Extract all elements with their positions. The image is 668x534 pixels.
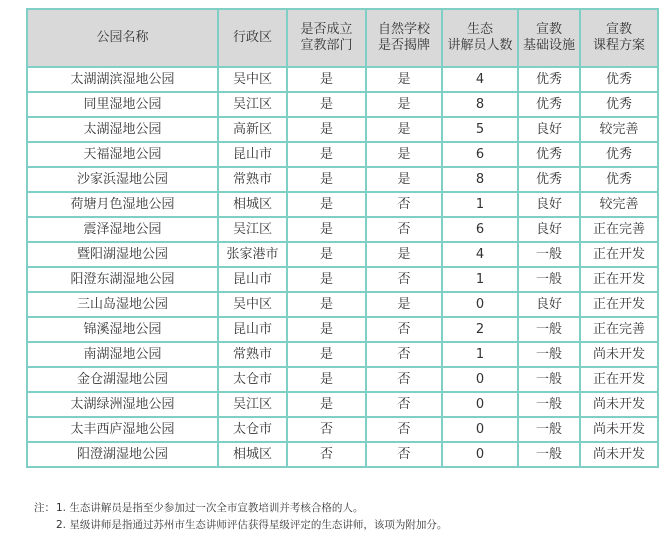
cell-curriculum: 正在开发 <box>580 367 658 392</box>
cell-facilities: 一般 <box>518 417 580 442</box>
cell-education-dept: 是 <box>287 342 366 367</box>
cell-district: 高新区 <box>218 117 287 142</box>
cell-district: 太仓市 <box>218 417 287 442</box>
cell-guide-count: 1 <box>442 192 518 217</box>
table-row <box>27 367 658 392</box>
table-row <box>27 142 658 167</box>
cell-nature-school: 是 <box>366 167 442 192</box>
cell-nature-school: 否 <box>366 317 442 342</box>
cell-nature-school: 否 <box>366 342 442 367</box>
cell-facilities: 优秀 <box>518 142 580 167</box>
cell-education-dept: 否 <box>287 417 366 442</box>
cell-guide-count: 6 <box>442 217 518 242</box>
cell-park-name: 金仓湖湿地公园 <box>27 367 218 392</box>
cell-guide-count: 0 <box>442 442 518 467</box>
cell-curriculum: 优秀 <box>580 67 658 92</box>
cell-education-dept: 是 <box>287 167 366 192</box>
cell-guide-count: 8 <box>442 167 518 192</box>
cell-park-name: 阳澄东湖湿地公园 <box>27 267 218 292</box>
cell-park-name: 同里湿地公园 <box>27 92 218 117</box>
footnote-1 <box>34 500 447 517</box>
column-header-line: 行政区 <box>232 30 272 45</box>
cell-nature-school: 否 <box>366 367 442 392</box>
table-body <box>27 67 658 467</box>
cell-curriculum: 尚未开发 <box>580 392 658 417</box>
cell-park-name: 太湖湿地公园 <box>27 117 218 142</box>
table-row <box>27 192 658 217</box>
cell-curriculum: 正在完善 <box>580 317 658 342</box>
cell-guide-count: 0 <box>442 367 518 392</box>
cell-curriculum: 较完善 <box>580 192 658 217</box>
column-header-line: 基础设施 <box>522 38 575 53</box>
cell-guide-count: 0 <box>442 392 518 417</box>
cell-nature-school: 是 <box>366 117 442 142</box>
cell-park-name: 太湖绿洲湿地公园 <box>27 392 218 417</box>
column-header-line: 公园名称 <box>96 30 149 45</box>
cell-facilities: 良好 <box>518 192 580 217</box>
cell-facilities: 一般 <box>518 442 580 467</box>
cell-nature-school: 是 <box>366 67 442 92</box>
cell-nature-school: 是 <box>366 242 442 267</box>
cell-facilities: 良好 <box>518 292 580 317</box>
cell-guide-count: 2 <box>442 317 518 342</box>
cell-curriculum: 尚未开发 <box>580 417 658 442</box>
cell-nature-school: 否 <box>366 417 442 442</box>
footnote-text: 1. 生态讲解员是指至少参加过一次全市宣教培训并考核合格的人。 <box>56 502 364 514</box>
cell-park-name: 天福湿地公园 <box>27 142 218 167</box>
cell-guide-count: 4 <box>442 67 518 92</box>
cell-education-dept: 是 <box>287 242 366 267</box>
cell-facilities: 优秀 <box>518 67 580 92</box>
cell-park-name: 太湖湖滨湿地公园 <box>27 67 218 92</box>
cell-facilities: 一般 <box>518 242 580 267</box>
cell-facilities: 良好 <box>518 117 580 142</box>
cell-park-name: 阳澄湖湿地公园 <box>27 442 218 467</box>
cell-park-name: 三山岛湿地公园 <box>27 292 218 317</box>
table-row <box>27 67 658 92</box>
cell-guide-count: 0 <box>442 417 518 442</box>
cell-guide-count: 0 <box>442 292 518 317</box>
footnote-prefix: 注： <box>34 502 55 514</box>
cell-nature-school: 否 <box>366 217 442 242</box>
cell-facilities: 一般 <box>518 367 580 392</box>
cell-facilities: 优秀 <box>518 92 580 117</box>
table-row <box>27 342 658 367</box>
cell-curriculum: 正在开发 <box>580 242 658 267</box>
cell-facilities: 一般 <box>518 342 580 367</box>
cell-district: 昆山市 <box>218 267 287 292</box>
cell-curriculum: 尚未开发 <box>580 442 658 467</box>
cell-park-name: 震泽湿地公园 <box>27 217 218 242</box>
cell-nature-school: 是 <box>366 92 442 117</box>
cell-district: 昆山市 <box>218 317 287 342</box>
cell-education-dept: 是 <box>287 92 366 117</box>
column-header-district <box>218 9 287 67</box>
column-header-line: 生态 <box>466 22 493 37</box>
table-header-row <box>27 9 658 67</box>
cell-curriculum: 优秀 <box>580 142 658 167</box>
cell-district: 相城区 <box>218 442 287 467</box>
table-row <box>27 392 658 417</box>
cell-education-dept: 是 <box>287 117 366 142</box>
cell-education-dept: 是 <box>287 317 366 342</box>
cell-guide-count: 6 <box>442 142 518 167</box>
cell-nature-school: 是 <box>366 142 442 167</box>
table-row <box>27 242 658 267</box>
column-header-facilities <box>518 9 580 67</box>
cell-district: 太仓市 <box>218 367 287 392</box>
cell-district: 张家港市 <box>218 242 287 267</box>
table-row <box>27 442 658 467</box>
cell-education-dept: 是 <box>287 217 366 242</box>
cell-guide-count: 5 <box>442 117 518 142</box>
table-row <box>27 292 658 317</box>
cell-facilities: 良好 <box>518 217 580 242</box>
cell-district: 吴江区 <box>218 392 287 417</box>
cell-district: 吴中区 <box>218 67 287 92</box>
column-header-line: 是否成立 <box>300 22 353 37</box>
cell-guide-count: 1 <box>442 342 518 367</box>
cell-district: 吴江区 <box>218 92 287 117</box>
cell-education-dept: 否 <box>287 442 366 467</box>
column-header-line: 是否揭牌 <box>377 38 430 53</box>
column-header-line: 宣教 <box>605 22 632 37</box>
cell-park-name: 暨阳湖湿地公园 <box>27 242 218 267</box>
cell-nature-school: 否 <box>366 192 442 217</box>
cell-facilities: 一般 <box>518 392 580 417</box>
table-row <box>27 317 658 342</box>
cell-park-name: 南湖湿地公园 <box>27 342 218 367</box>
cell-district: 相城区 <box>218 192 287 217</box>
cell-guide-count: 1 <box>442 267 518 292</box>
cell-nature-school: 是 <box>366 292 442 317</box>
cell-nature-school: 否 <box>366 267 442 292</box>
column-header-curriculum <box>580 9 658 67</box>
cell-education-dept: 是 <box>287 142 366 167</box>
column-header-guide-count <box>442 9 518 67</box>
cell-facilities: 一般 <box>518 267 580 292</box>
cell-education-dept: 是 <box>287 367 366 392</box>
footnote-2 <box>34 517 447 534</box>
column-header-line: 讲解员人数 <box>447 38 513 53</box>
wetland-park-table <box>26 8 659 468</box>
footnote-text: 2. 星级讲师是指通过苏州市生态讲师评估获得星级评定的生态讲师，该项为附加分。 <box>56 519 448 531</box>
cell-district: 常熟市 <box>218 167 287 192</box>
cell-curriculum: 优秀 <box>580 167 658 192</box>
cell-education-dept: 是 <box>287 392 366 417</box>
cell-curriculum: 较完善 <box>580 117 658 142</box>
column-header-line: 宣教 <box>535 22 562 37</box>
cell-nature-school: 否 <box>366 442 442 467</box>
cell-guide-count: 8 <box>442 92 518 117</box>
column-header-line: 宣教部门 <box>300 38 353 53</box>
table-row <box>27 92 658 117</box>
cell-district: 吴中区 <box>218 292 287 317</box>
cell-curriculum: 正在开发 <box>580 267 658 292</box>
table-row <box>27 117 658 142</box>
cell-district: 常熟市 <box>218 342 287 367</box>
footnotes <box>34 500 447 534</box>
cell-education-dept: 是 <box>287 292 366 317</box>
table-row <box>27 417 658 442</box>
column-header-line: 自然学校 <box>377 22 430 37</box>
cell-education-dept: 是 <box>287 67 366 92</box>
table-row <box>27 167 658 192</box>
cell-curriculum: 优秀 <box>580 92 658 117</box>
cell-curriculum: 正在开发 <box>580 292 658 317</box>
cell-facilities: 优秀 <box>518 167 580 192</box>
cell-education-dept: 是 <box>287 267 366 292</box>
cell-district: 昆山市 <box>218 142 287 167</box>
cell-park-name: 荷塘月色湿地公园 <box>27 192 218 217</box>
cell-curriculum: 正在完善 <box>580 217 658 242</box>
cell-education-dept: 是 <box>287 192 366 217</box>
cell-district: 吴江区 <box>218 217 287 242</box>
column-header-park-name <box>27 9 218 67</box>
cell-park-name: 沙家浜湿地公园 <box>27 167 218 192</box>
table-row <box>27 217 658 242</box>
cell-park-name: 太丰西庐湿地公园 <box>27 417 218 442</box>
cell-curriculum: 尚未开发 <box>580 342 658 367</box>
table-row <box>27 267 658 292</box>
cell-guide-count: 4 <box>442 242 518 267</box>
cell-park-name: 锦溪湿地公园 <box>27 317 218 342</box>
column-header-education-dept <box>287 9 366 67</box>
column-header-nature-school <box>366 9 442 67</box>
cell-nature-school: 否 <box>366 392 442 417</box>
cell-facilities: 一般 <box>518 317 580 342</box>
column-header-line: 课程方案 <box>592 38 645 53</box>
